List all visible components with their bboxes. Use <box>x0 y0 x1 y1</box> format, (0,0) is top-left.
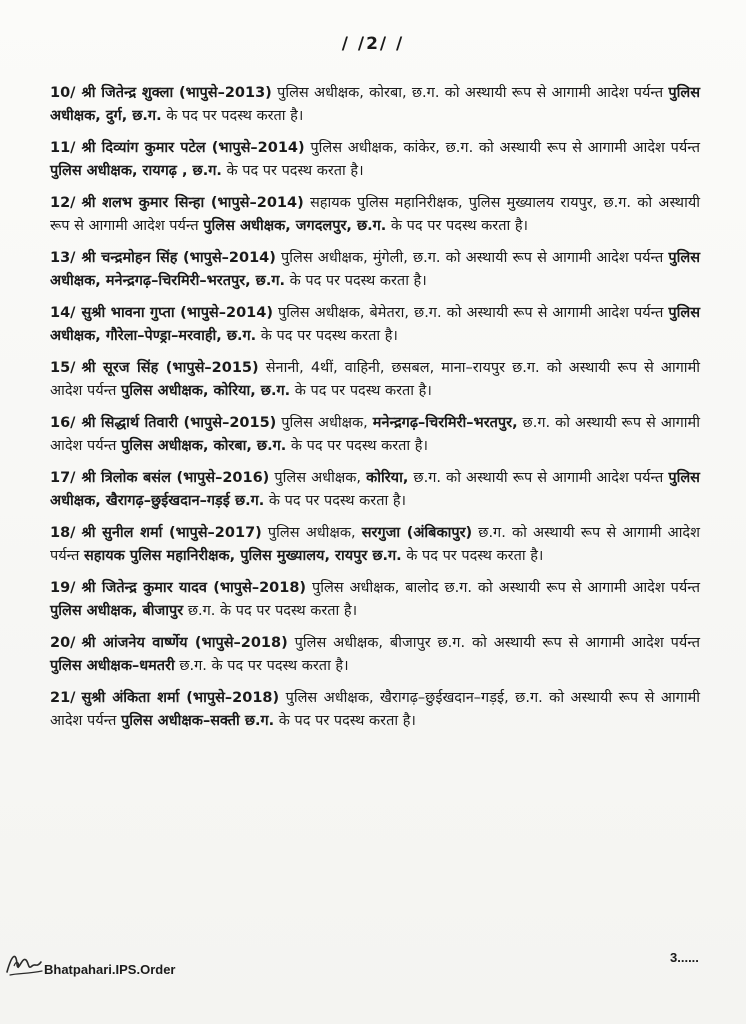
order-entries <box>50 82 700 742</box>
entry-text-mid: छ.ग. को अस्थायी रूप से आगामी आदेश पर्यन्त <box>50 525 700 564</box>
new-posting: पुलिस अधीक्षक, गौरेला–पेण्ड्रा–मरवाही, छ.ग. <box>50 305 700 344</box>
new-posting: पुलिस अधीक्षक, दुर्ग, छ.ग. <box>50 85 700 124</box>
entry-text: पुलिस अधीक्षक, <box>276 415 373 431</box>
officer-name: श्री सुनील शर्मा (भापुसे–2017) <box>81 525 262 541</box>
entry-text-end: छ.ग. के पद पर पदस्थ करता है। <box>183 603 358 619</box>
new-posting: पुलिस अधीक्षक, बीजापुर <box>50 603 184 619</box>
entry-text-end: के पद पर पदस्थ करता है। <box>401 548 544 564</box>
new-posting: सहायक पुलिस महानिरीक्षक, पुलिस मुख्यालय, रायपुर छ.ग. <box>84 548 402 564</box>
entry-text: पुलिस अधीक्षक, कांकेर, छ.ग. को अस्थायी रूप से आगामी आदेश पर्यन्त <box>304 140 701 156</box>
new-posting: पुलिस अधीक्षक, कोरबा, छ.ग. <box>120 438 287 454</box>
entry-text: पुलिस अधीक्षक, खैरागढ़–छुईखदान–गड़ई, छ.ग. को अस्थायी रूप से आगामी आदेश पर्यन्त <box>50 690 700 729</box>
entry-text-end: के पद पर पदस्थ करता है। <box>285 273 427 289</box>
entry-number: 19/ <box>50 580 76 596</box>
officer-name: श्री दिव्यांग कुमार पटेल (भापुसे–2014) <box>81 140 305 156</box>
entry-text-mid: छ.ग. को अस्थायी रूप से आगामी आदेश पर्यन्त <box>408 470 669 486</box>
order-entry <box>50 577 700 623</box>
officer-name: श्री शलभ कुमार सिन्हा (भापुसे–2014) <box>81 195 304 211</box>
order-entry <box>50 467 700 513</box>
new-posting: पुलिस अधीक्षक–सक्ती छ.ग. <box>120 713 275 729</box>
order-entry <box>50 412 700 458</box>
new-posting: पुलिस अधीक्षक, कोरिया, छ.ग. <box>120 383 291 399</box>
officer-name: श्री जितेन्द्र कुमार यादव (भापुसे–2018) <box>81 580 307 596</box>
officer-name: सुश्री अंकिता शर्मा (भापुसे–2018) <box>81 690 280 706</box>
entry-number: 11/ <box>50 140 76 156</box>
next-page-indicator: 3...... <box>670 950 699 965</box>
entry-text: पुलिस अधीक्षक, <box>269 470 367 486</box>
current-posting: सरगुजा (अंबिकापुर) <box>361 525 473 541</box>
file-reference: Bhatpahari.IPS.Order <box>44 962 176 977</box>
entry-text: सहायक पुलिस महानिरीक्षक, पुलिस मुख्यालय रायपुर, छ.ग. को अस्थायी रूप से आगामी आदेश पर्यन्त <box>50 195 700 234</box>
entry-number: 20/ <box>50 635 76 651</box>
entry-text: पुलिस अधीक्षक, कोरबा, छ.ग. को अस्थायी रूप से आगामी आदेश पर्यन्त <box>271 85 669 101</box>
order-entry <box>50 357 700 403</box>
officer-name: सुश्री भावना गुप्ता (भापुसे–2014) <box>81 305 273 321</box>
order-entry <box>50 82 700 128</box>
entry-number: 21/ <box>50 690 76 706</box>
entry-number: 12/ <box>50 195 76 211</box>
order-entry <box>50 192 700 238</box>
new-posting: पुलिस अधीक्षक, खैरागढ़–छुईखदान–गड़ई छ.ग. <box>50 470 700 509</box>
entry-number: 14/ <box>50 305 76 321</box>
entry-text-end: के पद पर पदस्थ करता है। <box>264 493 407 509</box>
new-posting: पुलिस अधीक्षक, जगदलपुर, छ.ग. <box>203 218 387 234</box>
new-posting: पुलिस अधीक्षक–धमतरी <box>50 658 175 674</box>
officer-name: श्री सूरज सिंह (भापुसे–2015) <box>81 360 259 376</box>
signature-icon <box>4 946 46 980</box>
order-entry <box>50 687 700 733</box>
entry-number: 18/ <box>50 525 76 541</box>
entry-text-end: के पद पर पदस्थ करता है। <box>256 328 398 344</box>
entry-text-end: के पद पर पदस्थ करता है। <box>274 713 416 729</box>
officer-name: श्री आंजनेय वार्ष्णेय (भापुसे–2018) <box>81 635 288 651</box>
entry-text-end: के पद पर पदस्थ करता है। <box>221 163 364 179</box>
entry-text: पुलिस अधीक्षक, मुंगेली, छ.ग. को अस्थायी रूप से आगामी आदेश पर्यन्त <box>275 250 669 266</box>
page-number: / /2/ / <box>341 34 405 54</box>
entry-text: पुलिस अधीक्षक, बीजापुर छ.ग. को अस्थायी रूप से आगामी आदेश पर्यन्त <box>287 635 700 651</box>
entry-text-end: के पद पर पदस्थ करता है। <box>290 383 432 399</box>
entry-text-end: के पद पर पदस्थ करता है। <box>286 438 428 454</box>
entry-number: 17/ <box>50 470 76 486</box>
entry-text: पुलिस अधीक्षक, बेमेतरा, छ.ग. को अस्थायी रूप से आगामी आदेश पर्यन्त <box>272 305 669 321</box>
entry-text: पुलिस अधीक्षक, बालोद छ.ग. को अस्थायी रूप से आगामी आदेश पर्यन्त <box>306 580 700 596</box>
entry-number: 13/ <box>50 250 76 266</box>
current-posting: कोरिया, <box>366 470 409 486</box>
entry-text-mid: छ.ग. को अस्थायी रूप से आगामी आदेश पर्यन्त <box>50 415 700 454</box>
order-entry <box>50 247 700 293</box>
entry-number: 16/ <box>50 415 76 431</box>
current-posting: मनेन्द्रगढ़–चिरमिरी–भरतपुर, <box>372 415 518 431</box>
entry-number: 10/ <box>50 85 76 101</box>
order-entry <box>50 137 700 183</box>
entry-text: सेनानी, 4थीं, वाहिनी, छसबल, माना–रायपुर छ.ग. को अस्थायी रूप से आगामी आदेश पर्यन्त <box>50 360 700 399</box>
officer-name: श्री सिद्धार्थ तिवारी (भापुसे–2015) <box>81 415 277 431</box>
officer-name: श्री त्रिलोक बसंल (भापुसे–2016) <box>81 470 270 486</box>
officer-name: श्री जितेन्द्र शुक्ला (भापुसे–2013) <box>81 85 272 101</box>
entry-text-end: के पद पर पदस्थ करता है। <box>161 108 304 124</box>
entry-text: पुलिस अधीक्षक, <box>261 525 362 541</box>
new-posting: पुलिस अधीक्षक, मनेन्द्रगढ़–चिरमिरी–भरतपुर, छ.ग. <box>50 250 700 289</box>
new-posting: पुलिस अधीक्षक, रायगढ़ , छ.ग. <box>50 163 222 179</box>
officer-name: श्री चन्द्रमोहन सिंह (भापुसे–2014) <box>81 250 276 266</box>
order-entry <box>50 632 700 678</box>
entry-text-end: के पद पर पदस्थ करता है। <box>386 218 529 234</box>
order-entry <box>50 302 700 348</box>
entry-number: 15/ <box>50 360 76 376</box>
entry-text-end: छ.ग. के पद पर पदस्थ करता है। <box>174 658 349 674</box>
order-entry <box>50 522 700 568</box>
